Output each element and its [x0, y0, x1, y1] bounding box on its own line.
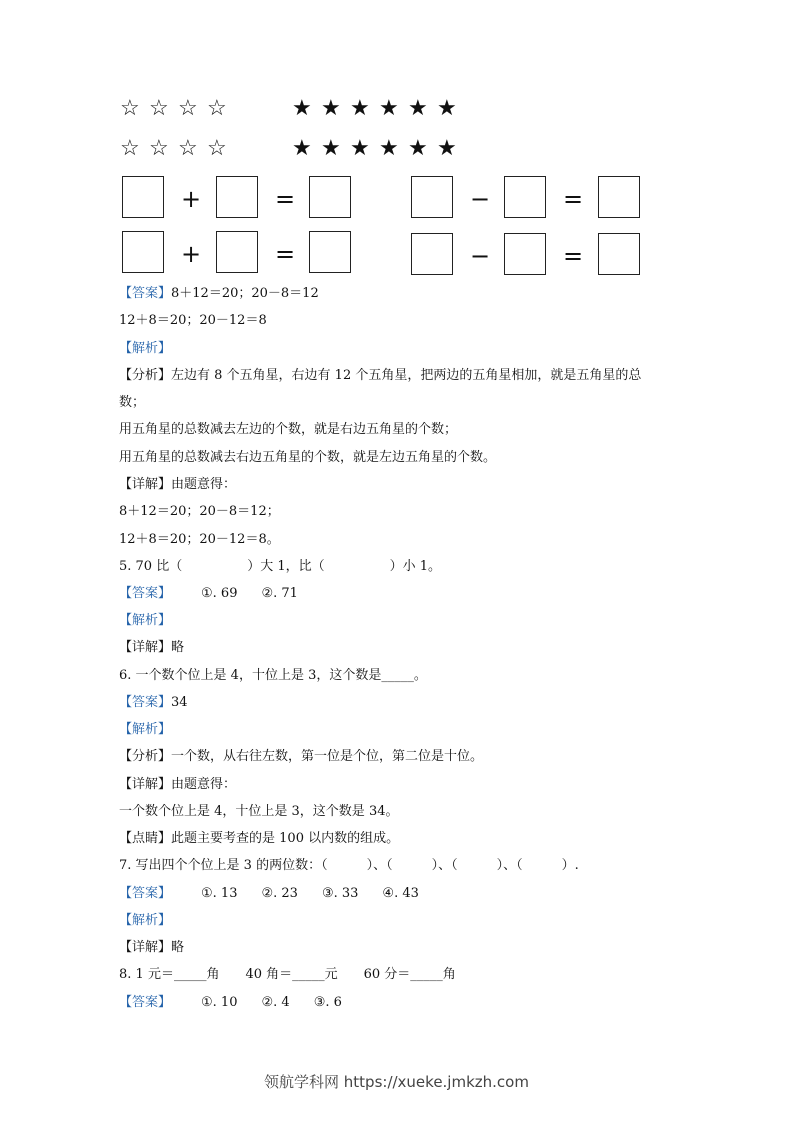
- q5-question: 5. 70 比（ ）大 1，比（ ）小 1。: [119, 559, 442, 574]
- analysis-tag: 【解析】: [119, 341, 172, 356]
- answer-tag: 【答案】: [119, 586, 172, 601]
- q4-fenxi-line-3: 用五角星的总数减去左边的个数，就是右边五角星的个数；: [119, 422, 458, 437]
- solid-star-icon: ★: [350, 96, 370, 121]
- minus-sign: −: [470, 242, 491, 270]
- answer-tag: 【答案】: [119, 886, 172, 901]
- addend-box-2: [216, 231, 258, 273]
- detail-tag: 【详解】: [119, 640, 172, 655]
- dianjing-text: 此题主要考查的是 100 以内数的组成。: [171, 831, 400, 846]
- hollow-star-icon: ☆: [207, 96, 227, 121]
- q6-answer-line: [119, 694, 188, 712]
- equals-sign: =: [275, 240, 296, 268]
- minuend-box: [411, 233, 453, 275]
- solid-star-icon: ★: [321, 136, 341, 161]
- solid-star-icon: ★: [292, 136, 312, 161]
- q4-fenxi-line-2: 数；: [119, 395, 146, 410]
- detail-text: 由题意得：: [171, 477, 237, 492]
- answer-2: ②. 71: [261, 586, 298, 601]
- minus-sign: −: [470, 185, 491, 213]
- sum-box: [309, 176, 351, 218]
- answer-1: ①. 69: [201, 586, 238, 601]
- solid-star-icon: ★: [437, 136, 457, 161]
- minuend-box: [411, 176, 453, 218]
- solid-star-icon: ★: [408, 96, 428, 121]
- detail-tag: 【详解】: [119, 940, 172, 955]
- analysis-tag: 【解析】: [119, 722, 172, 737]
- detail-tag: 【详解】: [119, 477, 172, 492]
- solid-star-icon: ★: [292, 96, 312, 121]
- solid-star-icon: ★: [379, 96, 399, 121]
- analysis-tag: 【解析】: [119, 913, 172, 928]
- solid-star-icon: ★: [437, 96, 457, 121]
- subtrahend-box: [504, 176, 546, 218]
- fenxi-text: 一个数，从右往左数，第一位是个位，第二位是十位。: [171, 749, 484, 764]
- addend-box-1: [122, 176, 164, 218]
- solid-stars-row-1: [292, 97, 466, 121]
- solid-stars-row-2: [292, 137, 466, 161]
- answer-tag: 【答案】: [119, 695, 172, 710]
- detail-tag: 【详解】: [119, 777, 172, 792]
- footer-watermark: 领航学科网 https://xueke.jmkzh.com: [264, 1073, 529, 1091]
- q6-fenxi-line: [119, 748, 483, 766]
- answer-text: 8＋12＝20；20－8＝12: [171, 286, 319, 301]
- q4-detail-line-1: 8＋12＝20；20－8＝12；: [119, 504, 280, 519]
- answer-text: 34: [171, 695, 188, 710]
- q5-answer-line: [119, 585, 298, 603]
- answer-tag: 【答案】: [119, 286, 172, 301]
- q4-answer-line-2: 12＋8＝20；20－12＝8: [119, 313, 267, 328]
- answer-tag: 【答案】: [119, 995, 172, 1010]
- hollow-stars-row-2: [120, 137, 236, 161]
- q4-fenxi-line-4: 用五角星的总数减去右边五角星的个数，就是左边五角星的个数。: [119, 450, 497, 465]
- answer-2: ②. 4: [261, 995, 290, 1010]
- solid-star-icon: ★: [379, 136, 399, 161]
- equals-sign: =: [275, 185, 296, 213]
- plus-sign: +: [181, 240, 202, 268]
- answer-3: ③. 33: [321, 886, 359, 901]
- q6-question: 6. 一个数个位上是 4，十位上是 3，这个数是_____。: [119, 668, 427, 683]
- equals-sign: =: [563, 185, 584, 213]
- fenxi-tag: 【分析】: [119, 749, 172, 764]
- answer-1: ①. 13: [201, 886, 238, 901]
- plus-sign: +: [181, 185, 202, 213]
- q4-fenxi-line: [119, 367, 641, 385]
- answer-3: ③. 6: [313, 995, 342, 1010]
- detail-text: 略: [171, 640, 185, 655]
- analysis-tag: 【解析】: [119, 613, 172, 628]
- addend-box-1: [122, 231, 164, 273]
- fenxi-text: 左边有 8 个五角星，右边有 12 个五角星，把两边的五角星相加，就是五角星的总: [171, 368, 642, 383]
- hollow-star-icon: ☆: [149, 96, 169, 121]
- q6-dianjing-line: [119, 830, 399, 848]
- answer-1: ①. 10: [201, 995, 238, 1010]
- sum-box: [309, 231, 351, 273]
- answer-4: ④. 43: [382, 886, 419, 901]
- fenxi-tag: 【分析】: [119, 368, 172, 383]
- detail-text: 略: [171, 940, 185, 955]
- hollow-star-icon: ☆: [120, 136, 140, 161]
- difference-box: [598, 176, 640, 218]
- addend-box-2: [216, 176, 258, 218]
- hollow-star-icon: ☆: [207, 136, 227, 161]
- difference-box: [598, 233, 640, 275]
- answer-2: ②. 23: [261, 886, 298, 901]
- q7-question: 7. 写出四个个位上是 3 的两位数：（ ）、（ ）、（ ）、（ ）.: [119, 858, 579, 873]
- hollow-stars-row-1: [120, 97, 236, 121]
- q4-detail-line-2: 12＋8＝20；20－12＝8。: [119, 532, 280, 547]
- detail-text: 由题意得：: [171, 777, 237, 792]
- solid-star-icon: ★: [321, 96, 341, 121]
- hollow-star-icon: ☆: [120, 96, 140, 121]
- q8-question: 8. 1 元＝_____角 40 角＝_____元 60 分＝_____角: [119, 967, 456, 982]
- q7-answer-line: [119, 885, 419, 903]
- hollow-star-icon: ☆: [149, 136, 169, 161]
- q4-detail-line: [119, 476, 236, 494]
- q6-detail-line: [119, 776, 236, 794]
- q4-answer-line: [119, 285, 319, 303]
- hollow-star-icon: ☆: [178, 136, 198, 161]
- q5-detail-line: [119, 639, 184, 657]
- dianjing-tag: 【点睛】: [119, 831, 172, 846]
- q6-detail-line-2: 一个数个位上是 4，十位上是 3，这个数是 34。: [119, 804, 399, 819]
- hollow-star-icon: ☆: [178, 96, 198, 121]
- q7-detail-line: [119, 939, 184, 957]
- solid-star-icon: ★: [408, 136, 428, 161]
- equals-sign: =: [563, 242, 584, 270]
- q8-answer-line: [119, 994, 342, 1012]
- solid-star-icon: ★: [350, 136, 370, 161]
- subtrahend-box: [504, 233, 546, 275]
